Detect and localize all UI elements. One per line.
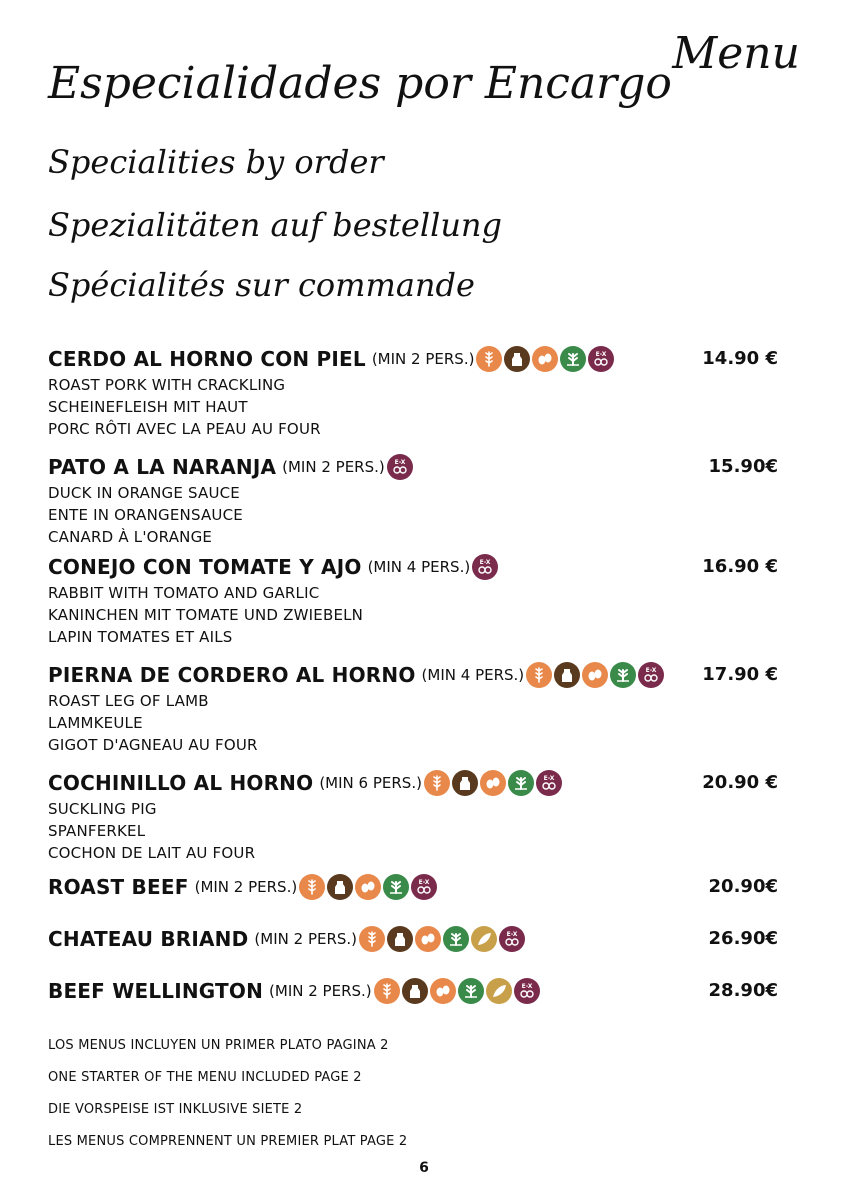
dish-name: CONEJO CON TOMATE Y AJO	[48, 555, 362, 579]
note-en: ONE STARTER OF THE MENU INCLUDED PAGE 2	[48, 1070, 362, 1085]
allergen-icons	[526, 662, 664, 688]
dish-translation: SUCKLING PIG	[48, 800, 157, 818]
min-persons: (MIN 2 PERS.)	[282, 458, 385, 476]
menu-item	[48, 768, 778, 864]
menu-item-header	[48, 552, 778, 582]
menu-item-header	[48, 660, 778, 690]
page-title: Especialidades por Encargo	[48, 58, 672, 109]
gluten-icon	[526, 662, 552, 688]
sulphite-icon	[472, 554, 498, 580]
min-persons: (MIN 6 PERS.)	[319, 774, 422, 792]
sulphite-icon	[411, 874, 437, 900]
menu-item-header	[48, 976, 778, 1006]
dish-translation: GIGOT D'AGNEAU AU FOUR	[48, 736, 258, 754]
note-fr: LES MENUS COMPRENNENT UN PREMIER PLAT PAGE 2	[48, 1134, 408, 1149]
dish-translation: DUCK IN ORANGE SAUCE	[48, 484, 240, 502]
allergen-icons	[472, 554, 498, 580]
page-number: 6	[419, 1160, 429, 1176]
svg-text:E-X: E-X	[506, 931, 518, 938]
dish-translation: LAPIN TOMATES ET AILS	[48, 628, 233, 646]
milk-icon	[554, 662, 580, 688]
allergen-icons	[374, 978, 540, 1004]
gluten-icon	[374, 978, 400, 1004]
egg-icon	[480, 770, 506, 796]
milk-icon	[452, 770, 478, 796]
dish-price: 20.90€	[708, 876, 778, 897]
milk-icon	[327, 874, 353, 900]
menu-item-header	[48, 872, 778, 902]
egg-icon	[582, 662, 608, 688]
sulphite-icon	[499, 926, 525, 952]
dish-price: 16.90 €	[702, 556, 778, 577]
dish-translation: SPANFERKEL	[48, 822, 146, 840]
celery-icon	[508, 770, 534, 796]
dish-name: ROAST BEEF	[48, 875, 189, 899]
subtitle-fr: Spécialités sur commande	[48, 266, 475, 304]
dish-price: 26.90€	[708, 928, 778, 949]
dish-translation: SCHEINEFLEISH MIT HAUT	[48, 398, 248, 416]
min-persons: (MIN 2 PERS.)	[371, 350, 475, 368]
dish-price: 17.90 €	[702, 664, 778, 685]
menu-word: Menu	[672, 28, 800, 79]
dish-translation: RABBIT WITH TOMATO AND GARLIC	[48, 584, 320, 602]
dish-name: PIERNA DE CORDERO AL HORNO	[48, 663, 416, 687]
dish-name: BEEF WELLINGTON	[48, 979, 264, 1003]
egg-icon	[355, 874, 381, 900]
celery-icon	[458, 978, 484, 1004]
subtitle-en: Specialities by order	[48, 143, 384, 181]
gluten-icon	[424, 770, 450, 796]
dish-translation: PORC RÔTI AVEC LA PEAU AU FOUR	[48, 420, 321, 438]
dish-translation: CANARD À L'ORANGE	[48, 528, 213, 546]
dish-translation: ROAST LEG OF LAMB	[48, 692, 209, 710]
celery-icon	[383, 874, 409, 900]
dish-price: 28.90€	[708, 980, 778, 1001]
sulphite-icon	[638, 662, 664, 688]
note-de: DIE VORSPEISE IST INKLUSIVE SIETE 2	[48, 1102, 303, 1117]
milk-icon	[387, 926, 413, 952]
min-persons: (MIN 2 PERS.)	[254, 930, 358, 948]
dish-translation: ROAST PORK WITH CRACKLING	[48, 376, 286, 394]
svg-text:E-X: E-X	[645, 667, 657, 674]
celery-icon	[560, 346, 586, 372]
note-es: LOS MENUS INCLUYEN UN PRIMER PLATO PAGINA 2	[48, 1038, 389, 1053]
allergen-icons	[424, 770, 562, 796]
svg-text:E-X: E-X	[479, 559, 491, 566]
min-persons: (MIN 2 PERS.)	[194, 878, 298, 896]
allergen-icons	[299, 874, 437, 900]
menu-item	[48, 552, 778, 648]
menu-item	[48, 924, 778, 954]
egg-icon	[430, 978, 456, 1004]
dish-name: CHATEAU BRIAND	[48, 927, 249, 951]
menu-item	[48, 452, 778, 548]
allergen-icons	[359, 926, 525, 952]
celery-icon	[443, 926, 469, 952]
min-persons: (MIN 4 PERS.)	[421, 666, 525, 684]
menu-item-header	[48, 344, 778, 374]
menu-item	[48, 976, 778, 1006]
sulphite-icon	[536, 770, 562, 796]
dish-translation: KANINCHEN MIT TOMATE UND ZWIEBELN	[48, 606, 364, 624]
dish-price: 15.90€	[708, 456, 778, 477]
dish-translation: ENTE IN ORANGENSAUCE	[48, 506, 243, 524]
mustard-icon	[471, 926, 497, 952]
sulphite-icon	[387, 454, 413, 480]
menu-item	[48, 660, 778, 756]
svg-text:E-X: E-X	[418, 879, 430, 886]
gluten-icon	[476, 346, 502, 372]
menu-item-header	[48, 452, 778, 482]
menu-item	[48, 872, 778, 902]
dish-name: COCHINILLO AL HORNO	[48, 771, 314, 795]
mustard-icon	[486, 978, 512, 1004]
gluten-icon	[299, 874, 325, 900]
subtitle-de: Spezialitäten auf bestellung	[48, 206, 503, 244]
egg-icon	[532, 346, 558, 372]
dish-price: 20.90 €	[702, 772, 778, 793]
dish-translation: LAMMKEULE	[48, 714, 143, 732]
allergen-icons	[476, 346, 614, 372]
sulphite-icon	[514, 978, 540, 1004]
svg-text:E-X: E-X	[596, 351, 607, 358]
notes	[48, 1030, 407, 1158]
egg-icon	[415, 926, 441, 952]
sulphite-icon	[588, 346, 614, 372]
milk-icon	[504, 346, 530, 372]
menu-item	[48, 344, 778, 440]
menu-item-header	[48, 924, 778, 954]
dish-name: PATO A LA NARANJA	[48, 455, 277, 479]
min-persons: (MIN 4 PERS.)	[367, 558, 471, 576]
allergen-icons	[387, 454, 413, 480]
min-persons: (MIN 2 PERS.)	[269, 982, 372, 1000]
celery-icon	[610, 662, 636, 688]
svg-text:E-X: E-X	[394, 459, 406, 466]
svg-text:E-X: E-X	[543, 775, 555, 782]
svg-text:E-X: E-X	[521, 983, 533, 990]
menu-item-header	[48, 768, 778, 798]
gluten-icon	[359, 926, 385, 952]
dish-translation: COCHON DE LAIT AU FOUR	[48, 844, 256, 862]
dish-price: 14.90 €	[702, 348, 778, 369]
milk-icon	[402, 978, 428, 1004]
dish-name: CERDO AL HORNO CON PIEL	[48, 347, 366, 371]
